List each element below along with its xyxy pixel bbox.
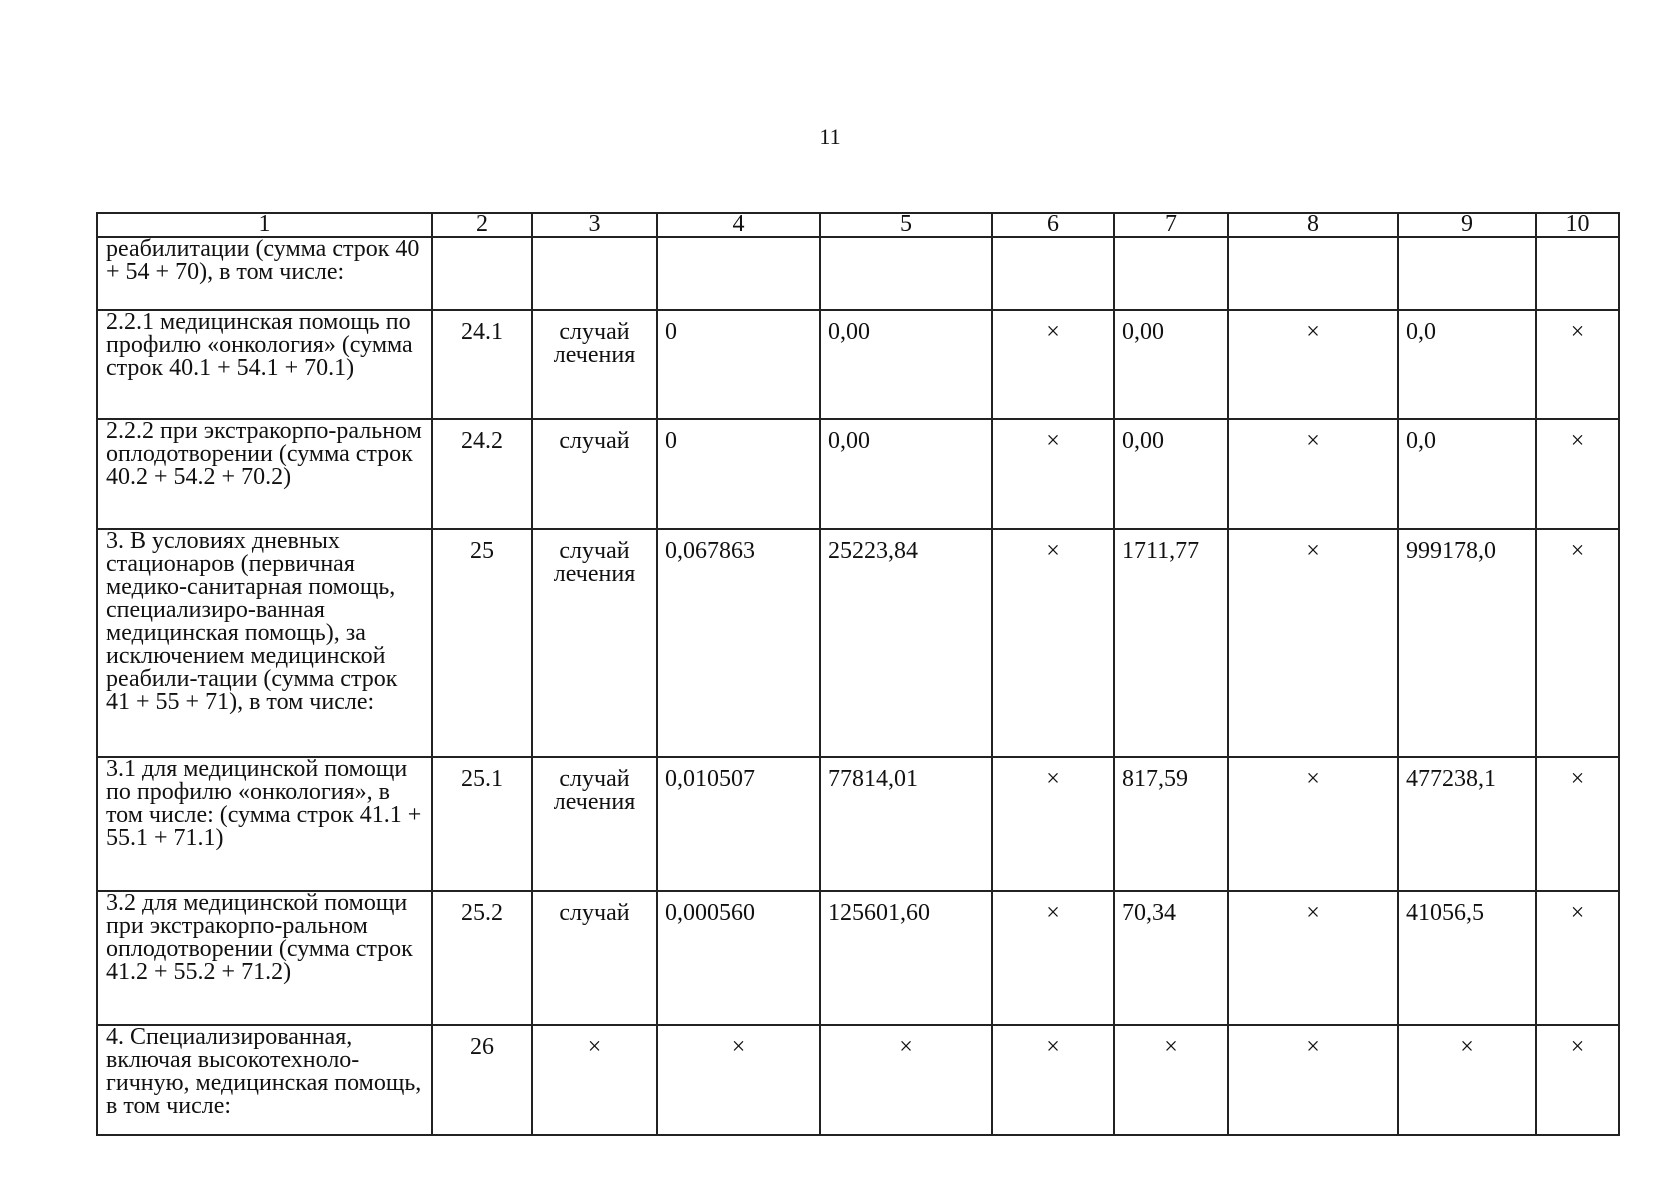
- row-number: 25: [432, 529, 532, 757]
- unit-cell: [532, 237, 657, 310]
- row-number: 24.1: [432, 310, 532, 419]
- value-cell: 0,000560: [657, 891, 820, 1025]
- value-cell: ×: [820, 1025, 992, 1135]
- row-name: 3.2 для медицинской помощи при экстракорпо-ральном оплодотворении (сумма строк 41.2 + 55.2 + 71.2): [97, 891, 432, 1025]
- column-number-row: [97, 213, 1619, 237]
- value-cell: 1711,77: [1114, 529, 1228, 757]
- table-row: [97, 529, 1619, 757]
- value-cell: ×: [1228, 1025, 1398, 1135]
- value-cell: ×: [1228, 891, 1398, 1025]
- value-cell: 0,00: [1114, 310, 1228, 419]
- value-cell: 41056,5: [1398, 891, 1536, 1025]
- column-header: 1: [97, 213, 432, 237]
- row-name: 2.2.1 медицинская помощь по профилю «онкология» (сумма строк 40.1 + 54.1 + 70.1): [97, 310, 432, 419]
- value-cell: 25223,84: [820, 529, 992, 757]
- row-name: 4. Специализированная, включая высокотехноло-гичную, медицинская помощь, в том числе:: [97, 1025, 432, 1135]
- value-cell: ×: [992, 757, 1114, 891]
- value-cell: 0: [657, 419, 820, 529]
- value-cell: [992, 237, 1114, 310]
- value-cell: ×: [1536, 529, 1619, 757]
- column-header: 2: [432, 213, 532, 237]
- value-cell: ×: [1228, 310, 1398, 419]
- value-cell: ×: [1228, 529, 1398, 757]
- value-cell: 477238,1: [1398, 757, 1536, 891]
- value-cell: 817,59: [1114, 757, 1228, 891]
- table-row: [97, 1025, 1619, 1135]
- value-cell: [657, 237, 820, 310]
- unit-cell: ×: [532, 1025, 657, 1135]
- row-number: 24.2: [432, 419, 532, 529]
- unit-cell: случай: [532, 891, 657, 1025]
- value-cell: [1228, 237, 1398, 310]
- table-row: [97, 891, 1619, 1025]
- row-name: реабилитации (сумма строк 40 + 54 + 70), в том числе:: [97, 237, 432, 310]
- value-cell: ×: [1536, 310, 1619, 419]
- value-cell: ×: [992, 529, 1114, 757]
- value-cell: ×: [1398, 1025, 1536, 1135]
- value-cell: ×: [1228, 419, 1398, 529]
- value-cell: [1114, 237, 1228, 310]
- column-header: 8: [1228, 213, 1398, 237]
- value-cell: 0,0: [1398, 419, 1536, 529]
- value-cell: 0,00: [820, 419, 992, 529]
- row-name: 2.2.2 при экстракорпо-ральном оплодотворении (сумма строк 40.2 + 54.2 + 70.2): [97, 419, 432, 529]
- value-cell: 70,34: [1114, 891, 1228, 1025]
- value-cell: 0,00: [1114, 419, 1228, 529]
- table-row: [97, 419, 1619, 529]
- value-cell: 0: [657, 310, 820, 419]
- value-cell: ×: [657, 1025, 820, 1135]
- unit-cell: случай: [532, 419, 657, 529]
- value-cell: ×: [992, 891, 1114, 1025]
- table-row: [97, 237, 1619, 310]
- value-cell: [820, 237, 992, 310]
- value-cell: 0,010507: [657, 757, 820, 891]
- value-cell: ×: [1228, 757, 1398, 891]
- column-header: 4: [657, 213, 820, 237]
- row-number: [432, 237, 532, 310]
- value-cell: ×: [1536, 757, 1619, 891]
- value-cell: ×: [992, 1025, 1114, 1135]
- row-number: 26: [432, 1025, 532, 1135]
- table-row: [97, 310, 1619, 419]
- column-header: 3: [532, 213, 657, 237]
- column-header: 7: [1114, 213, 1228, 237]
- value-cell: 999178,0: [1398, 529, 1536, 757]
- column-header: 5: [820, 213, 992, 237]
- value-cell: ×: [1536, 419, 1619, 529]
- value-cell: 77814,01: [820, 757, 992, 891]
- value-cell: 0,067863: [657, 529, 820, 757]
- page-number: 11: [819, 124, 841, 149]
- value-cell: ×: [992, 419, 1114, 529]
- column-header: 6: [992, 213, 1114, 237]
- data-table: [96, 212, 1620, 1136]
- unit-cell: случай лечения: [532, 529, 657, 757]
- value-cell: [1398, 237, 1536, 310]
- value-cell: 0,00: [820, 310, 992, 419]
- value-cell: ×: [992, 310, 1114, 419]
- value-cell: 125601,60: [820, 891, 992, 1025]
- unit-cell: случай лечения: [532, 310, 657, 419]
- value-cell: ×: [1536, 891, 1619, 1025]
- value-cell: ×: [1536, 1025, 1619, 1135]
- row-name: 3.1 для медицинской помощи по профилю «онкология», в том числе: (сумма строк 41.1 + 55.1 + 71.1): [97, 757, 432, 891]
- table-row: [97, 757, 1619, 891]
- row-name: 3. В условиях дневных стационаров (первичная медико-санитарная помощь, специализиро-ванная медицинская помощь), за исключением медицинской реабили-тации (сумма строк 41 + 55 + 71), в том числе:: [97, 529, 432, 757]
- value-cell: ×: [1114, 1025, 1228, 1135]
- column-header: 10: [1536, 213, 1619, 237]
- row-number: 25.2: [432, 891, 532, 1025]
- value-cell: 0,0: [1398, 310, 1536, 419]
- unit-cell: случай лечения: [532, 757, 657, 891]
- value-cell: [1536, 237, 1619, 310]
- column-header: 9: [1398, 213, 1536, 237]
- row-number: 25.1: [432, 757, 532, 891]
